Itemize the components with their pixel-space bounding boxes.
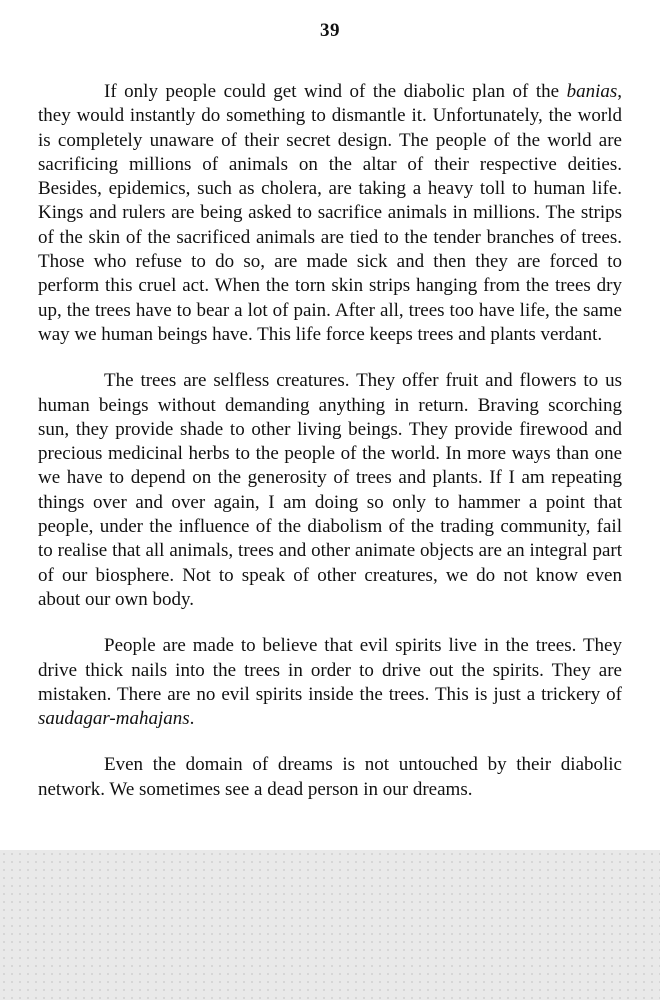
paragraph-4: Even the domain of dreams is not untouched by their diabolic network. We sometimes see a dead person in our dreams. bbox=[38, 754, 622, 800]
paragraph-3-text-b: . bbox=[189, 708, 195, 730]
paragraph-1-text-b: , they would instantly do something to dismantle it. Unfortunately, the world is completely unaware of their secret design. The people of the world are sacrificing millions of animals on the altar of their respective deities. Besides, epidemics, such as cholera, are taking a heavy toll to human life. Kings and rulers are being asked to sacrifice animals in millions. The strips of the skin of the sacrificed animals are tied to the tender branches of trees. Those who refuse to do so, are made sick and then they are forced to perform this cruel act. When the torn skin strips hanging from the trees dry up, the trees have to bear a lot of pain. After all, trees too have life, the same way we human beings have. This life force keeps trees and plants verdant. bbox=[38, 81, 622, 345]
paragraph-1-text-a: If only people could get wind of the diabolic plan of the bbox=[104, 81, 567, 102]
page-number: 39 bbox=[320, 20, 340, 41]
paragraph-1-italic-term: banias bbox=[566, 81, 618, 102]
paragraph-2: The trees are selfless creatures. They offer fruit and flowers to us human beings without demanding anything in return. Braving scorching sun, they provide shade to other living beings. They provide firewood and precious medicinal herbs to the people of the world. In more ways than one we have to depend on the generosity of trees and plants. If I am repeating things over and over again, I am doing so only to hammer a point that people, under the influence of the diabolism of the trading community, fail to realise that all animals, trees and other animate objects are an integral part of our biosphere. Not to speak of other creatures, we do not know even about our own body. bbox=[38, 370, 622, 610]
paragraph-1 bbox=[38, 80, 622, 347]
paragraph-3-text-a: People are made to believe that evil spirits live in the trees. They drive thick nails into the trees in order to drive out the spirits. They are mistaken. There are no evil spirits inside the trees. This is just a trickery of bbox=[38, 635, 622, 705]
paragraph-3 bbox=[38, 634, 622, 731]
body-text bbox=[38, 80, 622, 802]
paragraph-3-italic-term: saudagar-mahajans bbox=[38, 708, 190, 730]
unscanned-area bbox=[0, 850, 660, 1000]
